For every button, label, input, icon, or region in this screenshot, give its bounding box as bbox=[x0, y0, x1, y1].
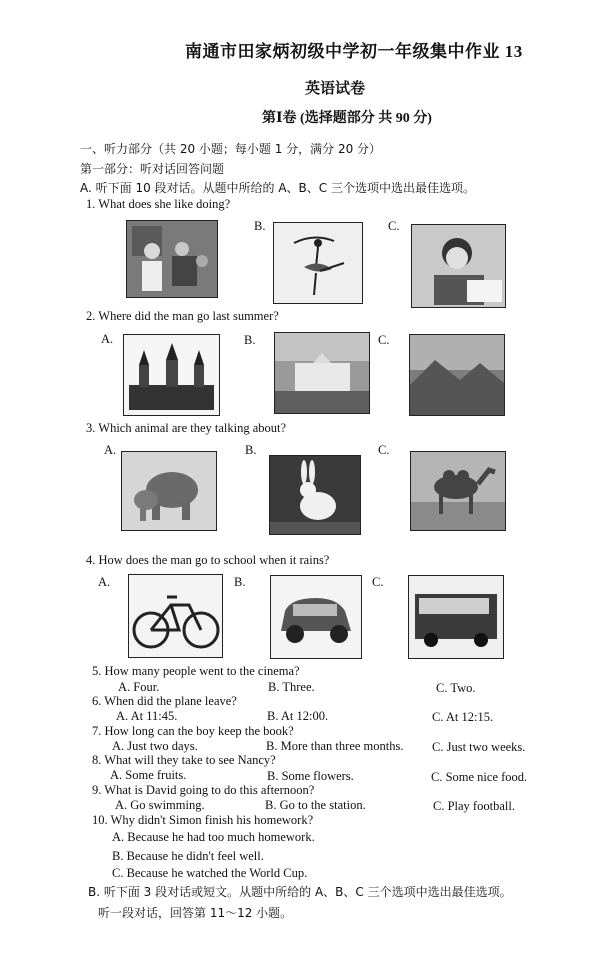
question-5: 5. How many people went to the cinema? bbox=[92, 664, 300, 678]
q10-option-c: C. Because he watched the World Cup. bbox=[112, 866, 308, 880]
option-label-c: C. bbox=[378, 333, 390, 347]
option-label-a: A. bbox=[104, 443, 117, 457]
volume-title: 第Ⅰ卷 (选择题部分 共 90 分) bbox=[262, 111, 432, 126]
instruction-b: B. 听下面 3 段对话或短文。从题中所给的 A、B、C 三个选项中选出最佳选项。 bbox=[88, 885, 512, 899]
bicycle-photo bbox=[128, 574, 223, 658]
q8-option-c: C. Some nice food. bbox=[431, 770, 528, 784]
part-one-heading: 第一部分：听对话回答问题 bbox=[80, 162, 225, 176]
q10-option-a: A. Because he had too much homework. bbox=[112, 830, 315, 844]
q6-option-a: A. At 11:45. bbox=[116, 709, 178, 723]
question-2: 2. Where did the man go last summer? bbox=[86, 309, 279, 323]
elephants-photo bbox=[121, 451, 217, 531]
ballet-dancer-drawing bbox=[273, 222, 363, 304]
q7-option-a: A. Just two days. bbox=[112, 739, 198, 753]
q9-option-b: B. Go to the station. bbox=[265, 798, 366, 812]
q10-option-b: B. Because he didn't feel well. bbox=[112, 849, 264, 863]
kremlin-building-drawing bbox=[123, 334, 220, 416]
q6-option-c: C. At 12:15. bbox=[432, 710, 494, 724]
car-photo bbox=[270, 575, 362, 659]
instruction-a: A. 听下面 10 段对话。从题中所给的 A、B、C 三个选项中选出最佳选项。 bbox=[80, 181, 475, 195]
option-label-c: C. bbox=[378, 443, 390, 457]
option-label-b: B. bbox=[245, 443, 257, 457]
camel-photo bbox=[410, 451, 506, 531]
listening-heading: 一、听力部分（共 20 小题；每小题 1 分，满分 20 分） bbox=[80, 142, 382, 156]
question-9: 9. What is David going to do this afternoon? bbox=[92, 783, 315, 797]
question-8: 8. What will they take to see Nancy? bbox=[92, 753, 276, 767]
q9-option-c: C. Play football. bbox=[433, 799, 515, 813]
question-6: 6. When did the plane leave? bbox=[92, 694, 237, 708]
q5-option-a: A. Four. bbox=[118, 680, 160, 694]
rabbit-photo bbox=[269, 455, 361, 535]
mountain-landscape-photo bbox=[409, 334, 505, 416]
question-1: 1. What does she like doing? bbox=[86, 197, 231, 211]
white-house-photo bbox=[274, 332, 370, 414]
q7-option-c: C. Just two weeks. bbox=[432, 740, 526, 754]
boy-reading-photo bbox=[411, 224, 506, 308]
option-label-b: B. bbox=[254, 219, 266, 233]
option-label-b: B. bbox=[244, 333, 256, 347]
q8-option-b: B. Some flowers. bbox=[267, 769, 354, 783]
question-3: 3. Which animal are they talking about? bbox=[86, 421, 287, 435]
q8-option-a: A. Some fruits. bbox=[110, 768, 187, 782]
question-7: 7. How long can the boy keep the book? bbox=[92, 724, 294, 738]
exam-title: 南通市田家炳初级中学初一年级集中作业 13 bbox=[185, 42, 523, 61]
option-label-c: C. bbox=[372, 575, 384, 589]
option-label-a: A. bbox=[101, 332, 114, 346]
q5-option-b: B. Three. bbox=[268, 680, 315, 694]
subject-title: 英语试卷 bbox=[305, 81, 366, 97]
q6-option-b: B. At 12:00. bbox=[267, 709, 329, 723]
people-gathering-photo bbox=[126, 220, 218, 298]
option-label-c: C. bbox=[388, 219, 400, 233]
q7-option-b: B. More than three months. bbox=[266, 739, 404, 753]
option-label-a: A. bbox=[98, 575, 111, 589]
question-10: 10. Why didn't Simon finish his homework? bbox=[92, 813, 314, 827]
question-4: 4. How does the man go to school when it rains? bbox=[86, 553, 330, 567]
bus-photo bbox=[408, 575, 504, 659]
q9-option-a: A. Go swimming. bbox=[115, 798, 205, 812]
sub-instruction: 听一段对话，回答第 11～12 小题。 bbox=[98, 906, 293, 920]
option-label-b: B. bbox=[234, 575, 246, 589]
q5-option-c: C. Two. bbox=[436, 681, 476, 695]
